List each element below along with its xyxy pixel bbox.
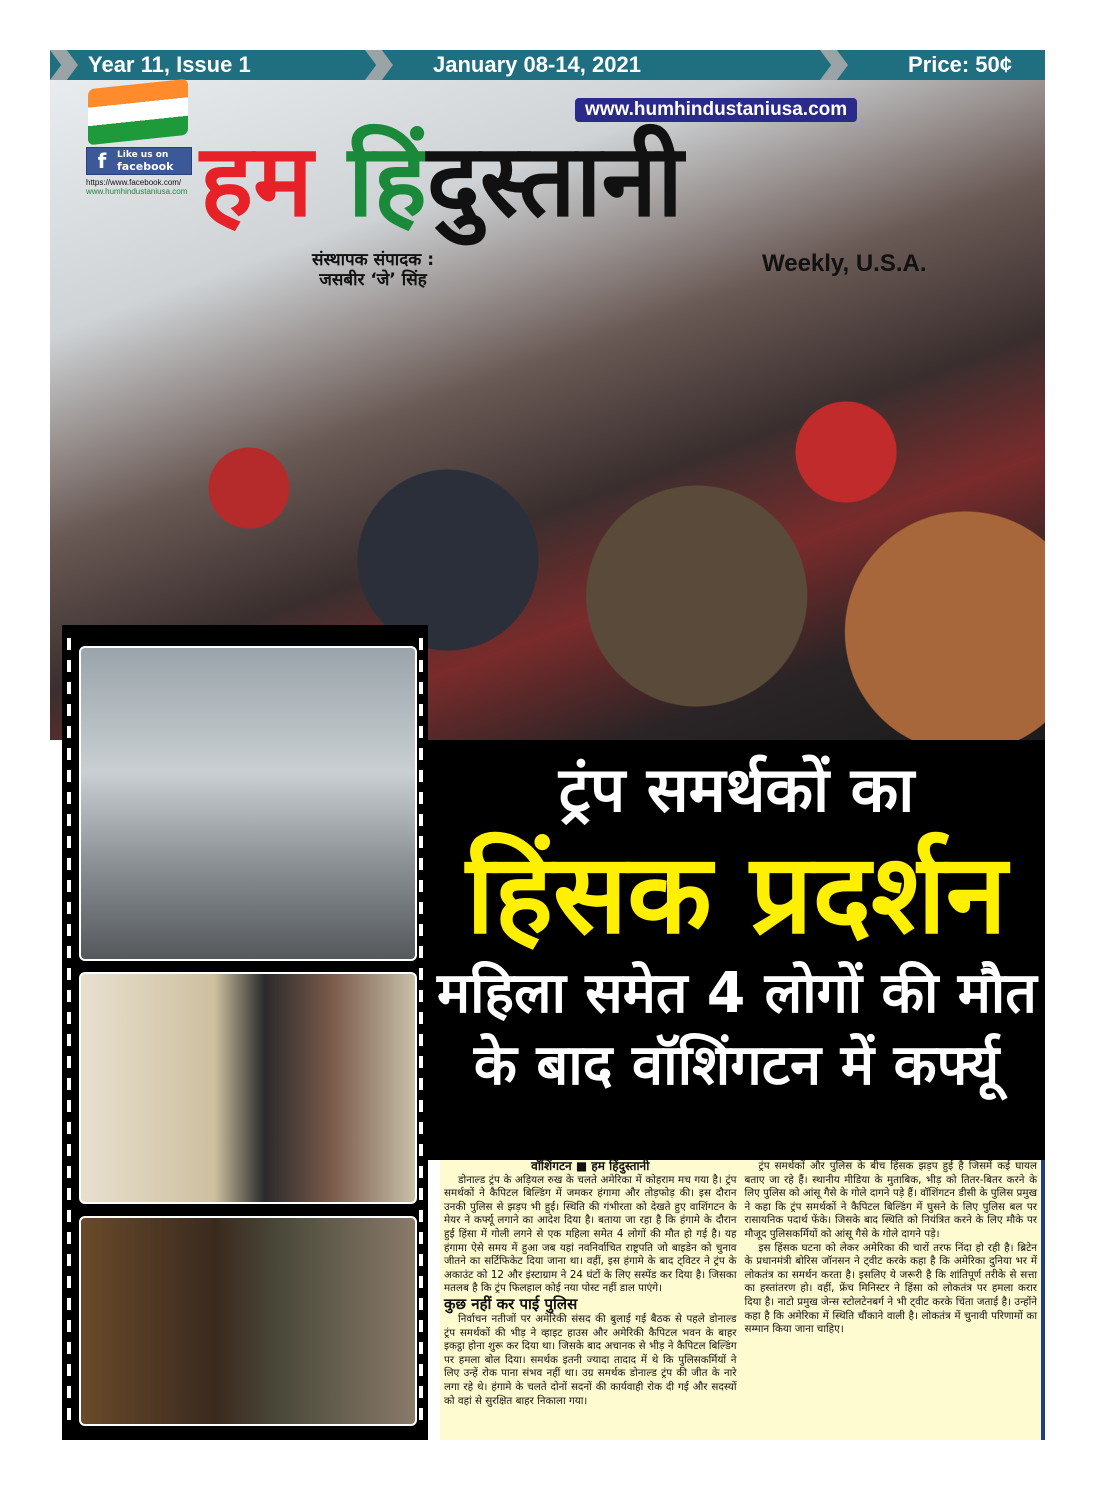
facebook-like-badge[interactable] <box>86 147 192 175</box>
facebook-label: facebook <box>117 159 174 173</box>
price: Price: 50¢ <box>908 52 1012 77</box>
headline-line-2: हिंसक प्रदर्शन <box>466 830 1007 958</box>
arrow-decoration <box>365 50 393 80</box>
issue-info-bar <box>50 50 1045 80</box>
headline-line-1: ट्रंप समर्थकों का <box>558 753 915 826</box>
facebook-icon: f <box>97 149 107 173</box>
climbing-rioter-photo <box>79 972 417 1204</box>
article-paragraph: इस हिंसक घटना को लेकर अमेरिका की चारों तरफ निंदा हो रही है। ब्रिटेन के प्रधानमंत्री बोरिस जॉनसन ने ट्वीट करके कहा है कि अमेरिका दुनिया भर में लोकतंत्र का समर्थन करता है। इसलिए ये जरूरी है कि शांतिपूर्ण तरीके से सत्ता का हस्तांतरण हो। वहीं, फ्रेंच मिनिस्टर ने हिंसा को लोकतंत्र पर हमला करार दिया है। नाटो प्रमुख जेन्स स्टोलटेनबर्ग ने भी ट्वीट करके चिंता जताई है। उन्होंने कहा है कि अमेरिका में स्थिति चौंकाने वाली है। लोकतंत्र में चुनावी परिणामों का सम्मान किया जाना चाहिए। <box>744 1241 1037 1336</box>
capitol-building-photo <box>79 646 417 961</box>
founder-editor: संस्थापक संपादक : जसबीर ‘जे’ सिंह <box>312 250 435 290</box>
issue-number: Year 11, Issue 1 <box>88 52 251 77</box>
issue-date: January 08-14, 2021 <box>433 52 641 77</box>
facebook-url[interactable]: https://www.facebook.com/ <box>86 178 182 187</box>
arrow-decoration <box>50 50 78 80</box>
news-article <box>440 1160 1045 1440</box>
newspaper-logo: हम हिंदुस्तानी <box>200 122 684 239</box>
arrow-decoration <box>820 50 848 80</box>
article-paragraph: निर्वाचन नतीजों पर अमेरिकी संसद की बुलाई गई बैठक से पहले डोनाल्ड ट्रंप समर्थकों की भीड़ ने व्हाइट हाउस और अमेरिकी कैपिटल भवन के बाहर इकट्ठा होना शुरू कर दिया था। जिसके बाद अचानक से भीड़ ने कैपिटल बिल्डिंग पर हमला बोल दिया। समर्थक इतनी ज्यादा तादाद में थे कि पुलिसकर्मियों ने लिए उन्हें रोक पाना संभव नहीं था। उग्र समर्थक डोनाल्ड ट्रंप की जीत के नारे लगा रहे थे। हंगामे के चलते दोनों सदनों की कार्यवाही रोक दी गई और सदस्यों को वहां से सुरक्षित बाहर निकाला गया। <box>444 1312 737 1407</box>
headline-line-4: के बाद वॉशिंगटन में कर्फ्यू <box>473 1033 1000 1098</box>
edition-label: Weekly, U.S.A. <box>762 250 927 277</box>
film-strip-photos <box>62 625 428 1440</box>
website-url[interactable]: www.humhindustaniusa.com <box>575 98 857 122</box>
headline-line-3: महिला समेत 4 लोगों की मौत <box>436 961 1037 1026</box>
like-label: Like us on <box>117 149 169 160</box>
indian-flag-icon <box>88 79 188 146</box>
site-url-small[interactable]: www.humhindustaniusa.com <box>86 187 188 196</box>
senate-office-photo <box>79 1216 417 1426</box>
article-paragraph: डोनाल्ड ट्रंप के अड़ियल रुख के चलते अमेरिका में कोहराम मच गया है। ट्रंप समर्थकों ने कैपिटल बिल्डिंग में जमकर हंगामा और तोड़फोड़ की। इस दौरान उनकी पुलिस से झड़प भी हुई। स्थिति की गंभीरता को देखते हुए वाशिंगटन के मेयर ने कर्फ्यू लगाने का आदेश दिया है। बताया जा रहा है कि हंगामे के दौरान हुई हिंसा में गोली लगने से एक महिला समेत 4 लोगों की मौत हो गई है। यह हंगामा ऐसे समय में हुआ जब यहां नवनिर्वाचित राष्ट्रपति जो बाइडेन को चुनाव जीतने का सर्टिफिकेट दिया जाना था। वहीं, इस हंगामे के बाद ट्विटर ने ट्रंप के अकाउंट को 12 और इंस्टाग्राम ने 24 घंटों के लिए सस्पेंड कर दिया है। जिसका मतलब है कि ट्रंप फिलहाल कोई नया पोस्ट नहीं डाल पाएंगे। <box>444 1173 737 1295</box>
dateline: वॉशिंगटन ■ हम हिंदुस्तानी <box>531 1159 650 1173</box>
article-paragraph: ट्रंप समर्थकों और पुलिस के बीच हिंसक झड़प हुई है जिसमें कई घायल बताए जा रहे हैं। स्थानीय मीडिया के मुताबिक, भीड़ को तितर-बितर करने के लिए पुलिस को आंसू गैसे के गोले दागने पड़े हैं। वॉशिंगटन डीसी के पुलिस प्रमुख ने कहा कि ट्रंप समर्थकों ने कैपिटल बिल्डिंग में घुसने के लिए पुलिस बल पर रासायनिक पदार्थ फेंके। जिसके बाद स्थिति को नियंत्रित करने के लिए मौके पर मौजूद पुलिसकर्मियों को आंसू गैसे के गोले दागने पड़े। <box>744 1160 1037 1240</box>
article-subheading: कुछ नहीं कर पाई पुलिस <box>444 1294 578 1313</box>
main-headline <box>428 740 1045 1160</box>
